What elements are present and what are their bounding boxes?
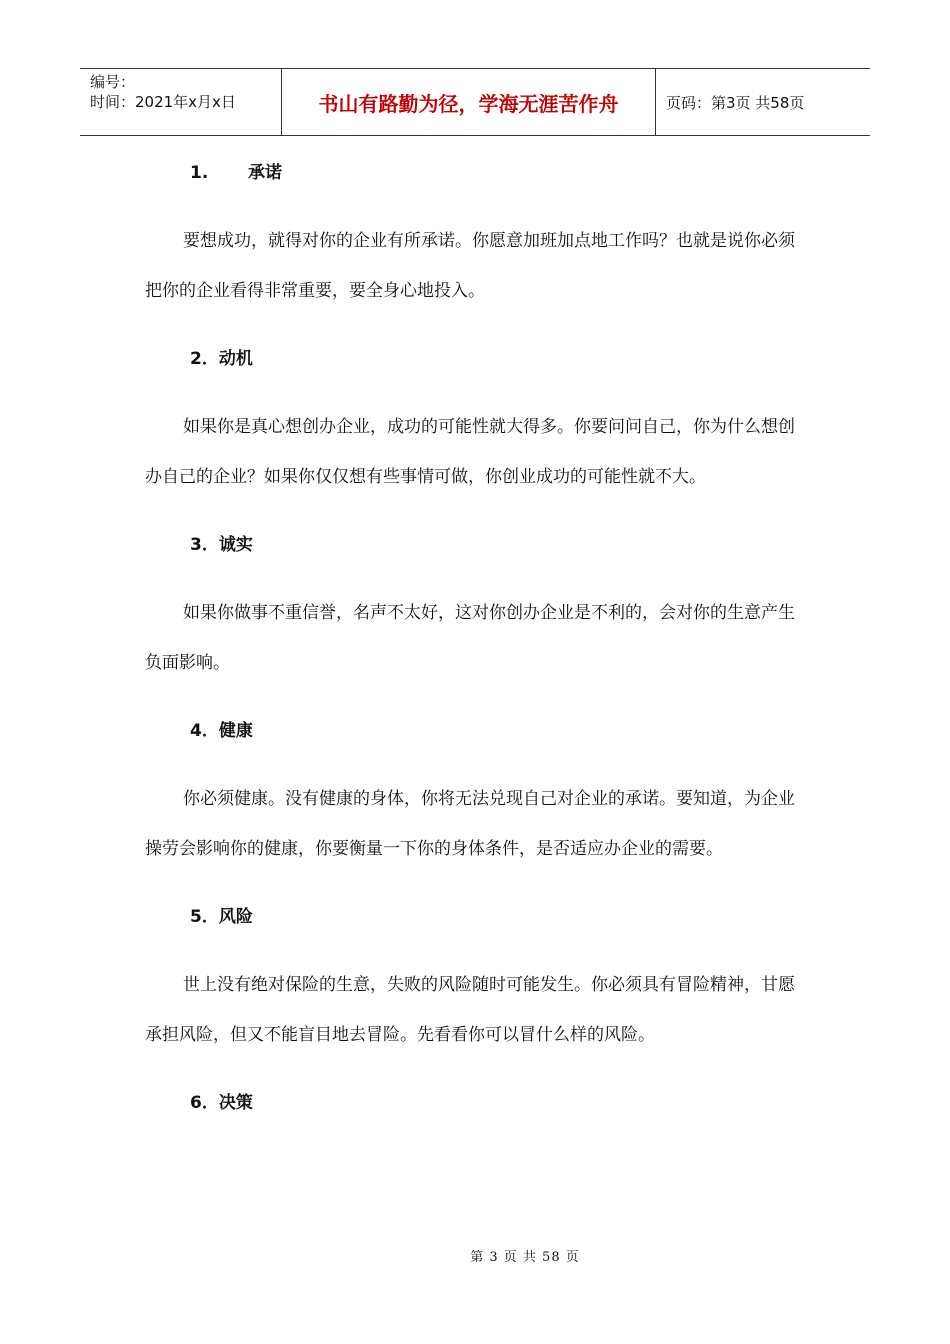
section-paragraph: 你必须健康。没有健康的身体，你将无法兑现自己对企业的承诺。要知道，为企业操劳会影响你的健康，你要衡量一下你的身体条件，是否适应办企业的需要。	[145, 789, 795, 859]
time-label: 时间：2021年x月x日	[90, 93, 236, 111]
section-paragraph: 如果你做事不重信誉，名声不太好，这对你创办企业是不利的，会对你的生意产生负面影响。	[145, 603, 795, 673]
section-number: 1.	[190, 163, 209, 183]
document-body	[145, 148, 800, 1128]
page-footer: 第 3 页 共 58 页	[470, 1250, 580, 1265]
section-title: 风险	[218, 907, 253, 927]
section-number: 4．	[190, 721, 219, 741]
section-paragraph: 如果你是真心想创办企业，成功的可能性就大得多。你要问问自己，你为什么想创办自己的企业？如果你仅仅想有些事情可做，你创业成功的可能性就不大。	[145, 417, 795, 487]
section-title: 健康	[218, 721, 253, 741]
section-title: 承诺	[248, 163, 282, 183]
header-page-info: 页码：第3页 共58页	[666, 93, 805, 112]
page-header	[80, 68, 870, 136]
section-paragraph: 要想成功，就得对你的企业有所承诺。你愿意加班加点地工作吗？也就是说你必须把你的企业看得非常重要，要全身心地投入。	[145, 231, 795, 301]
section-number: 5．	[190, 907, 219, 927]
section-heading	[190, 520, 800, 570]
header-motto: 书山有路勤为径，学海无涯苦作舟	[282, 69, 656, 135]
section-heading	[190, 148, 800, 198]
header-meta	[80, 69, 282, 135]
section-title: 动机	[218, 349, 253, 369]
section-heading	[190, 1078, 800, 1128]
section-title: 诚实	[218, 535, 253, 555]
section-number: 6．	[190, 1093, 219, 1113]
section-title: 决策	[218, 1093, 253, 1113]
section-paragraph: 世上没有绝对保险的生意，失败的风险随时可能发生。你必须具有冒险精神，甘愿承担风险，但又不能盲目地去冒险。先看看你可以冒什么样的风险。	[145, 975, 795, 1045]
section-heading	[190, 892, 800, 942]
section-number: 2．	[190, 349, 219, 369]
section-heading	[190, 334, 800, 384]
code-label: 编号：	[90, 73, 136, 91]
section-number: 3．	[190, 535, 219, 555]
section-heading	[190, 706, 800, 756]
